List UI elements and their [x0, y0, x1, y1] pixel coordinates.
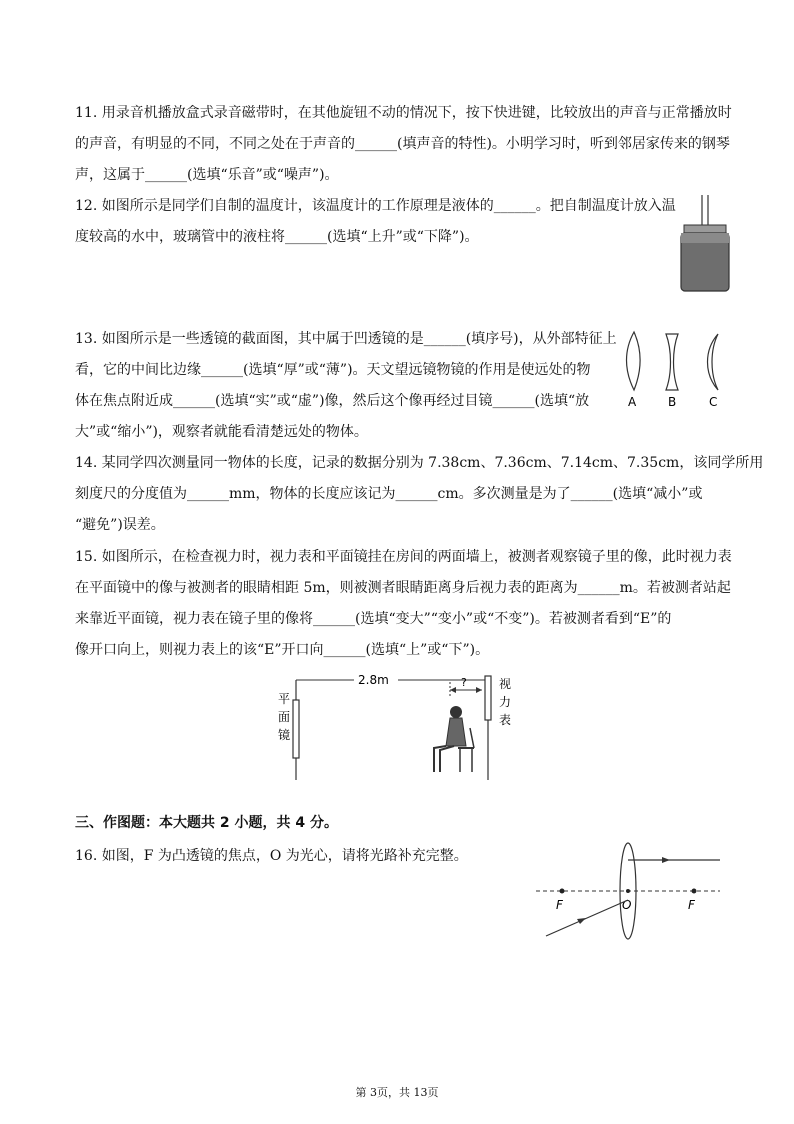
mirror-label-3: 镜	[278, 728, 291, 742]
q12-line-2: 度较高的水中，玻璃管中的液柱将______(选填“上升”或“下降”)。	[75, 229, 479, 245]
q14-line-3: “避免”)误差。	[75, 517, 165, 533]
focus-left-label: F	[556, 898, 563, 912]
chart-label-2: 力	[499, 695, 512, 709]
question-15	[75, 542, 732, 666]
q13-line-4: 大”或“缩小”)，观察者就能看清楚远处的物体。	[75, 424, 368, 440]
mirror-label-1: 平	[278, 692, 291, 706]
lens-a-biconvex	[627, 332, 641, 390]
lens-label-b: B	[668, 395, 677, 409]
page-footer: 第 3页，共 13页	[355, 1086, 439, 1099]
focus-right-label: F	[688, 898, 695, 912]
question-12	[75, 191, 725, 253]
q15-line-1: 15. 如图所示，在检查视力时，视力表和平面镜挂在房间的两面墙上，被测者观察镜子里的像，此时视力表	[75, 549, 732, 565]
q15-line-2: 在平面镜中的像与被测者的眼睛相距 5m，则被测者眼睛距离身后视力表的距离为______m。若被测者站起	[75, 580, 731, 596]
distance-label: 2.8m	[358, 673, 389, 687]
q14-line-2: 刻度尺的分度值为______mm，物体的长度应该记为______cm。多次测量是为了______(选填“减小”或	[75, 486, 703, 502]
lens-b-biconcave	[666, 334, 678, 390]
q11-line-1: 11. 用录音机播放盒式录音磁带时，在其他旋钮不动的情况下，按下快进键，比较放出的声音与正常播放时	[75, 105, 732, 121]
chart-label-1: 视	[499, 677, 512, 691]
q15-line-3: 来靠近平面镜，视力表在镜子里的像将______(选填“变大”“变小”或“不变”)。若被测者看到“E”的	[75, 611, 672, 627]
lens-c-meniscus	[708, 334, 719, 390]
seated-person	[434, 706, 474, 772]
q11-line-2: 的声音，有明显的不同，不同之处在于声音的______(填声音的特性)。小明学习时，听到邻居家传来的钢琴	[75, 136, 730, 152]
convex-lens-figure	[530, 838, 730, 948]
question-11	[75, 98, 732, 191]
section-3-title: 三、作图题：本大题共 2 小题，共 4 分。	[75, 815, 338, 831]
q13-line-2: 看，它的中间比边缘______(选填“厚”或“薄”)。天文望远镜物镜的作用是使远处的物	[75, 362, 591, 378]
lens-label-a: A	[628, 395, 637, 409]
q15-line-4: 像开口向上，则视力表上的该“E”开口向______(选填“上”或“下”)。	[75, 642, 490, 658]
focus-left-point	[560, 889, 565, 894]
mirror-label-2: 面	[278, 710, 291, 724]
plane-mirror	[293, 700, 299, 758]
thermometer-figure	[676, 195, 736, 295]
eye-exam-figure	[270, 668, 530, 788]
lens-figure	[622, 330, 732, 410]
lens-label-c: C	[709, 395, 718, 409]
unknown-label: ?	[461, 676, 467, 689]
q13-line-3: 体在焦点附近成______(选填“实”或“虚”)像，然后这个像再经过目镜______(选填“放	[75, 393, 590, 409]
optical-center-point	[626, 889, 630, 893]
question-14	[75, 448, 764, 541]
q12-line-1: 12. 如图所示是同学们自制的温度计，该温度计的工作原理是液体的______。把自制温度计放入温	[75, 198, 676, 214]
q11-line-3: 声，这属于______(选填“乐音”或“噪声”)。	[75, 167, 339, 183]
chart-label-3: 表	[499, 713, 512, 727]
optical-center-label: O	[622, 898, 632, 912]
q13-line-1: 13. 如图所示是一些透镜的截面图，其中属于凹透镜的是______(填序号)，从外部特征上	[75, 331, 617, 347]
focus-right-point	[692, 889, 697, 894]
vision-chart	[485, 676, 491, 720]
q16-text: 16. 如图，F 为凸透镜的焦点，O 为光心，请将光路补充完整。	[75, 848, 468, 864]
q14-line-1: 14. 某同学四次测量同一物体的长度，记录的数据分别为 7.38cm、7.36cm、7.14cm、7.35cm，该同学所用	[75, 455, 764, 471]
